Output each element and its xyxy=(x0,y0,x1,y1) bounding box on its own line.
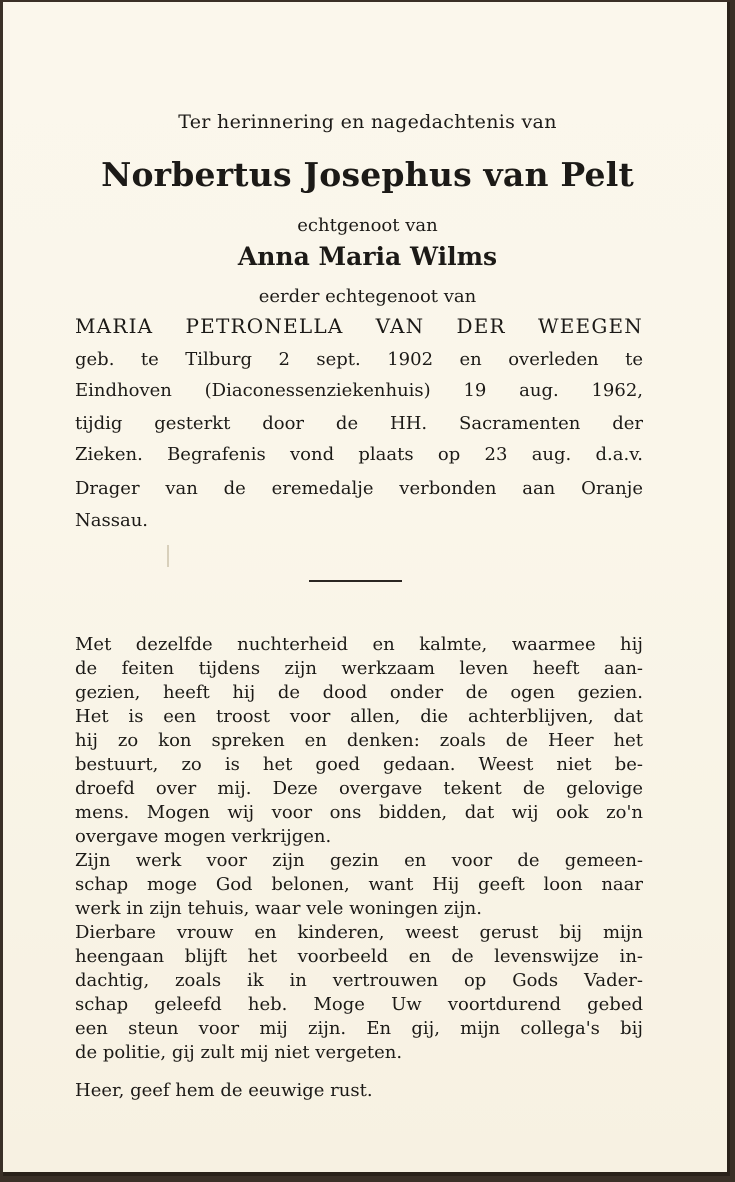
spouse-name: Anna Maria Wilms xyxy=(237,242,498,271)
former-spouse-name: MARIA PETRONELLA VAN DER WEEGEN xyxy=(75,314,643,338)
bio-line: Drager van de eremedalje verbonden aan Oranje xyxy=(75,478,643,499)
body-line: heengaan blijft het voorbeeld en de levenswijze in- xyxy=(75,946,643,967)
bio-line: Nassau. xyxy=(75,510,149,531)
body-line: de feiten tijdens zijn werkzaam leven heeft aan- xyxy=(75,658,643,679)
body-line: de politie, gij zult mij niet vergeten. xyxy=(75,1042,403,1063)
body-line: werk in zijn tehuis, waar vele woningen zijn. xyxy=(75,898,482,919)
bio-line: tijdig gesterkt door de HH. Sacramenten der xyxy=(75,413,643,434)
intro-text: Ter herinnering en nagedachtenis van xyxy=(178,111,557,133)
body-line: schap moge God belonen, want Hij geeft loon naar xyxy=(75,874,643,895)
paper-mark xyxy=(167,545,169,567)
bio-line: Eindhoven (Diaconessenziekenhuis) 19 aug. 1962, xyxy=(75,380,643,401)
body-line: dachtig, zoals ik in vertrouwen op Gods Vader- xyxy=(75,970,643,991)
body-line: droefd over mij. Deze overgave tekent de gelovige xyxy=(75,778,643,799)
deceased-name: Norbertus Josephus van Pelt xyxy=(101,155,634,194)
body-line: Met dezelfde nuchterheid en kalmte, waarmee hij xyxy=(75,634,643,655)
closing-prayer: Heer, geef hem de eeuwige rust. xyxy=(75,1080,373,1101)
body-line: mens. Mogen wij voor ons bidden, dat wij ook zo'n xyxy=(75,802,643,823)
body-line: overgave mogen verkrijgen. xyxy=(75,826,332,847)
body-line: Het is een troost voor allen, die achterblijven, dat xyxy=(75,706,643,727)
body-line: Zijn werk voor zijn gezin en voor de gemeen- xyxy=(75,850,643,871)
divider-line xyxy=(309,580,402,582)
body-line: gezien, heeft hij de dood onder de ogen gezien. xyxy=(75,682,643,703)
body-line: bestuurt, zo is het goed gedaan. Weest niet be- xyxy=(75,754,643,775)
body-line: hij zo kon spreken en denken: zoals de Heer het xyxy=(75,730,643,751)
bio-line: geb. te Tilburg 2 sept. 1902 en overleden te xyxy=(75,349,643,370)
body-line: schap geleefd heb. Moge Uw voortdurend gebed xyxy=(75,994,643,1015)
spouse-label: echtgenoot van xyxy=(297,215,438,236)
body-line: een steun voor mij zijn. En gij, mijn collega's bij xyxy=(75,1018,643,1039)
bio-line: Zieken. Begrafenis vond plaats op 23 aug. d.a.v. xyxy=(75,444,643,465)
former-spouse-label: eerder echtegenoot van xyxy=(258,286,477,307)
body-line: Dierbare vrouw en kinderen, weest gerust bij mijn xyxy=(75,922,643,943)
